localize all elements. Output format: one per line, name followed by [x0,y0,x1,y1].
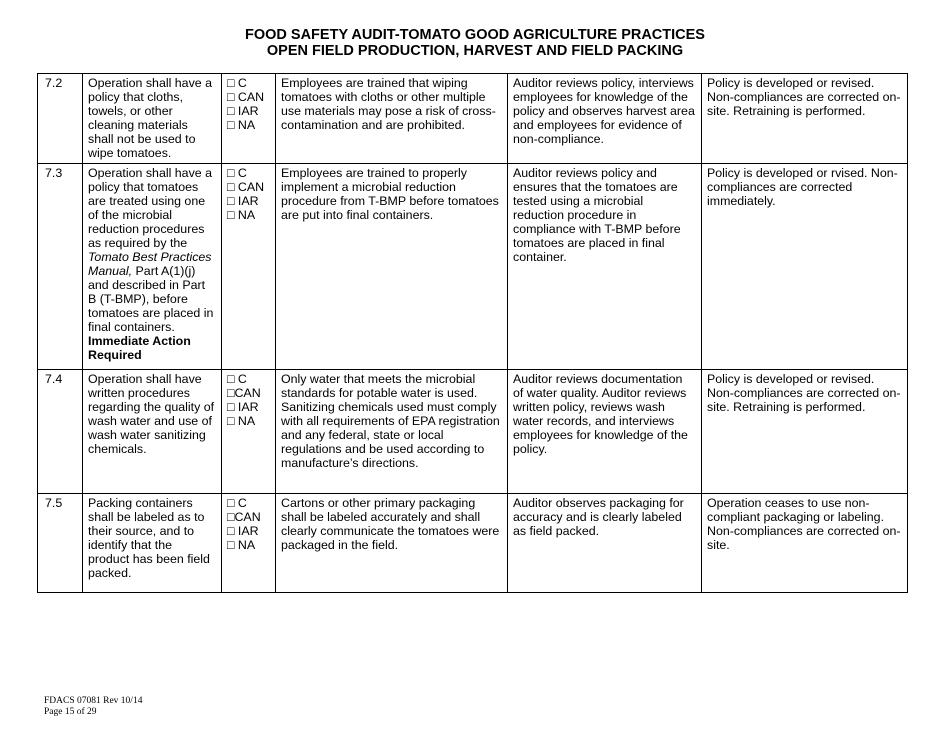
immediate-action-label: Immediate Action Required [88,334,191,362]
corrective-action-cell: Policy is developed or revised. Non-compliances are corrected on-site. Retraining is performed. [702,370,908,494]
verification-cell: Auditor observes packaging for accuracy and is clearly labeled as field packed. [508,494,702,593]
guidance-cell: Employees are trained to properly implement a microbial reduction procedure from T-BMP before tomatoes are put into final containers. [276,164,508,370]
compliance-options [222,74,276,164]
item-number: 7.5 [38,494,83,593]
verification-cell: Auditor reviews policy and ensures that the tomatoes are tested using a microbial reduction procedure in compliance with T-BMP before tomatoes are placed in final container. [508,164,702,370]
option-c-checkbox[interactable]: □ C [227,372,247,386]
option-iar-checkbox[interactable]: □ IAR [227,524,259,538]
requirement-cell: Operation shall have a policy that cloths, towels, or other cleaning materials shall not be used to wipe tomatoes. [83,74,222,164]
form-identifier: FDACS 07081 Rev 10/14 [44,696,143,706]
verification-cell: Auditor reviews policy, interviews employees for knowledge of the policy and observes harvest area and employees for evidence of non-compliance. [508,74,702,164]
table-row [38,74,908,164]
option-can-checkbox[interactable]: □CAN [227,386,261,400]
option-na-checkbox[interactable]: □ NA [227,538,256,552]
option-c-checkbox[interactable]: □ C [227,76,247,90]
verification-cell: Auditor reviews documentation of water quality. Auditor reviews written policy, reviews wash water records, and interviews employees for knowledge of the policy. [508,370,702,494]
requirement-cell [83,164,222,370]
table-row [38,164,908,370]
compliance-options [222,494,276,593]
option-iar-checkbox[interactable]: □ IAR [227,194,259,208]
compliance-options [222,370,276,494]
option-can-checkbox[interactable]: □ CAN [227,90,265,104]
corrective-action-cell: Policy is developed or revised. Non-compliances are corrected on-site. Retraining is performed. [702,74,908,164]
option-can-checkbox[interactable]: □CAN [227,510,261,524]
table-row [38,370,908,494]
guidance-cell: Cartons or other primary packaging shall be labeled accurately and shall clearly communicate the tomatoes were packaged in the field. [276,494,508,593]
option-iar-checkbox[interactable]: □ IAR [227,104,259,118]
table-row [38,494,908,593]
guidance-cell: Employees are trained that wiping tomatoes with cloths or other multiple use materials may pose a risk of cross-contamination and are prohibited. [276,74,508,164]
option-na-checkbox[interactable]: □ NA [227,414,256,428]
corrective-action-cell: Policy is developed or rvised. Non-compliances are corrected immediately. [702,164,908,370]
compliance-options [222,164,276,370]
document-title-line1: FOOD SAFETY AUDIT-TOMATO GOOD AGRICULTURE PRACTICES [245,27,705,43]
option-na-checkbox[interactable]: □ NA [227,208,256,222]
manual-reference: Tomato Best Practices Manual, [88,250,212,278]
requirement-text-cont: Part A(1)(j) and described in Part B (T-BMP), before tomatoes are placed in final containers. [88,264,214,334]
requirement-text: Operation shall have a policy that tomatoes are treated using one of the microbial reduction procedures as required by the [88,166,212,250]
audit-table [37,73,908,593]
page-number: Page 15 of 29 [44,707,97,717]
item-number: 7.4 [38,370,83,494]
corrective-action-cell: Operation ceases to use non-compliant packaging or labeling. Non-compliances are corrected on-site. [702,494,908,593]
requirement-cell: Operation shall have written procedures regarding the quality of wash water and use of wash water sanitizing chemicals. [83,370,222,494]
item-number: 7.2 [38,74,83,164]
option-c-checkbox[interactable]: □ C [227,496,247,510]
requirement-cell: Packing containers shall be labeled as to their source, and to identify that the product has been field packed. [83,494,222,593]
option-iar-checkbox[interactable]: □ IAR [227,400,259,414]
item-number: 7.3 [38,164,83,370]
document-title-line2: OPEN FIELD PRODUCTION, HARVEST AND FIELD PACKING [266,43,684,59]
option-can-checkbox[interactable]: □ CAN [227,180,265,194]
guidance-cell: Only water that meets the microbial standards for potable water is used. Sanitizing chemicals used must comply with all requirements of EPA registration and any federal, state or local regulations and be used according to manufacture’s directions. [276,370,508,494]
option-na-checkbox[interactable]: □ NA [227,118,256,132]
option-c-checkbox[interactable]: □ C [227,166,247,180]
